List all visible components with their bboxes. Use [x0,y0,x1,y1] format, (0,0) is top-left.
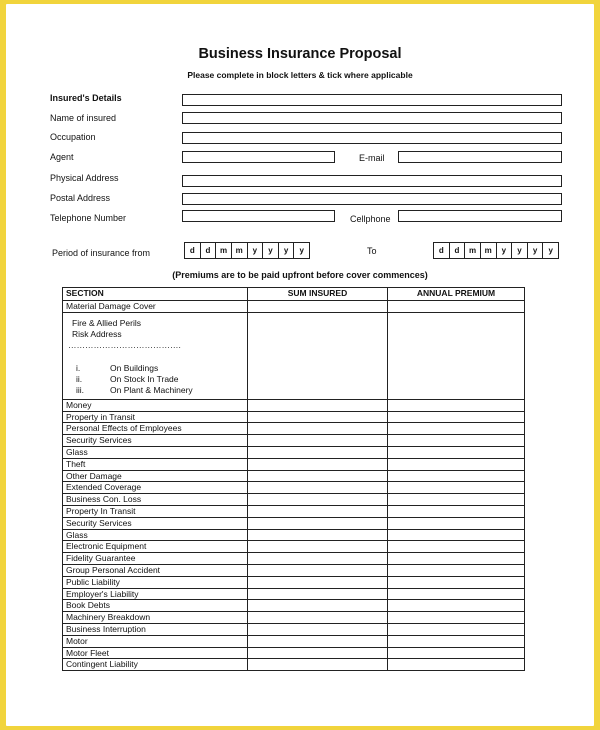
date-from-digit[interactable]: y [279,243,295,258]
section-cell: Employer's Liability [63,588,248,600]
table-row [63,411,525,423]
annual-premium-cell[interactable] [388,482,525,494]
sum-insured-cell[interactable] [248,517,388,529]
section-cell: Group Personal Accident [63,564,248,576]
annual-premium-cell[interactable] [388,541,525,553]
annual-premium-cell[interactable] [388,517,525,529]
occupation-field[interactable] [182,132,562,144]
sum-insured-header: SUM INSURED [248,288,388,301]
annual-premium-cell[interactable] [388,494,525,506]
telephone-field[interactable] [182,210,335,222]
sub-item [66,374,244,385]
table-row [63,399,525,411]
email-label: E-mail [359,153,385,163]
table-row [63,517,525,529]
sub-item [66,385,244,396]
annual-premium-cell[interactable] [388,623,525,635]
date-to-digit[interactable]: y [512,243,528,258]
agent-label: Agent [50,152,74,162]
sections-table [62,287,525,671]
section-cell: Extended Coverage [63,482,248,494]
date-to-digit[interactable]: y [548,246,553,255]
section-cell: Security Services [63,517,248,529]
premium-note: (Premiums are to be paid upfront before cover commences) [172,270,428,280]
sub-item-label: On Stock In Trade [110,373,179,384]
table-row [63,564,525,576]
annual-premium-cell[interactable] [388,529,525,541]
section-cell: Electronic Equipment [63,541,248,553]
date-to-boxes[interactable] [433,242,559,259]
sum-insured-cell[interactable] [248,635,388,647]
section-cell: Material Damage Cover [63,301,248,313]
sum-insured-cell[interactable] [248,482,388,494]
annual-premium-cell[interactable] [388,553,525,565]
date-from-digit[interactable]: m [232,243,248,258]
table-row [63,470,525,482]
date-from-digit[interactable]: d [185,243,201,258]
section-cell: Other Damage [63,470,248,482]
table-row [63,423,525,435]
telephone-label: Telephone Number [50,213,127,223]
section-cell: Glass [63,529,248,541]
sum-insured-cell[interactable] [248,505,388,517]
sum-insured-cell[interactable] [248,541,388,553]
date-from-digit[interactable]: y [299,246,304,255]
section-cell: Motor Fleet [63,647,248,659]
section-cell: Fidelity Guarantee [63,553,248,565]
date-from-boxes[interactable] [184,242,310,259]
annual-premium-cell[interactable] [388,411,525,423]
annual-premium-cell[interactable] [388,647,525,659]
postal-address-label: Postal Address [50,193,111,203]
name-field[interactable] [182,112,562,124]
section-cell: Motor [63,635,248,647]
annual-premium-cell[interactable] [388,470,525,482]
sub-item [66,363,244,374]
section-cell: Money [63,399,248,411]
date-from-digit[interactable]: d [201,243,217,258]
cellphone-label: Cellphone [350,214,391,224]
annual-premium-cell[interactable] [388,576,525,588]
table-row [63,576,525,588]
section-cell: Business Interruption [63,623,248,635]
table-row [63,612,525,624]
name-label: Name of insured [50,113,117,123]
annual-premium-cell[interactable] [388,600,525,612]
table-row [63,659,525,671]
sum-insured-cell[interactable] [248,623,388,635]
section-cell: Machinery Breakdown [63,612,248,624]
section-cell: Glass [63,446,248,458]
annual-premium-cell[interactable] [388,435,525,447]
annual-premium-cell[interactable] [388,635,525,647]
sum-insured-cell[interactable] [248,301,388,313]
annual-premium-cell[interactable] [388,458,525,470]
sum-insured-cell[interactable] [248,600,388,612]
table-row [63,494,525,506]
sub-item-label: On Plant & Machinery [110,384,193,395]
section-cell: Property in Transit [63,411,248,423]
date-to-digit[interactable]: d [434,243,450,258]
to-label: To [367,246,377,256]
sum-insured-cell[interactable] [248,435,388,447]
sum-insured-cell[interactable] [248,576,388,588]
cellphone-field[interactable] [398,210,562,222]
table-row [63,600,525,612]
sub-item-label: On Buildings [110,362,159,373]
table-row [63,647,525,659]
physical-address-field[interactable] [182,175,562,187]
annual-premium-cell[interactable] [388,301,525,313]
table-row [63,588,525,600]
sum-insured-cell[interactable] [248,470,388,482]
risk-address-label: Risk Address [72,328,122,339]
section-cell: Security Services [63,435,248,447]
annual-premium-cell[interactable] [388,312,525,399]
sum-insured-cell[interactable] [248,588,388,600]
insured-details-field[interactable] [182,94,562,106]
form-subtitle: Please complete in block letters & tick where applicable [187,70,413,80]
annual-premium-cell[interactable] [388,659,525,671]
postal-address-field[interactable] [182,193,562,205]
table-row [63,635,525,647]
table-row [63,435,525,447]
fire-perils-cell [63,312,248,399]
section-cell: Book Debts [63,600,248,612]
date-from-digit[interactable]: m [216,243,232,258]
sum-insured-cell[interactable] [248,494,388,506]
section-cell: Business Con. Loss [63,494,248,506]
section-cell: Property In Transit [63,505,248,517]
email-field[interactable] [398,151,562,163]
sum-insured-cell[interactable] [248,411,388,423]
sum-insured-cell[interactable] [248,553,388,565]
table-header-row [63,288,525,301]
sum-insured-cell[interactable] [248,458,388,470]
date-to-digit[interactable]: m [481,243,497,258]
table-row [63,541,525,553]
table-row [63,623,525,635]
sum-insured-cell[interactable] [248,529,388,541]
annual-premium-cell[interactable] [388,505,525,517]
section-cell: Public Liability [63,576,248,588]
date-from-digit[interactable]: y [248,243,264,258]
risk-address-dots: …………………………………. [68,339,181,350]
section-cell: Personal Effects of Employees [63,423,248,435]
date-to-digit[interactable]: y [528,243,544,258]
table-row [63,505,525,517]
section-header: SECTION [63,288,248,301]
date-to-digit[interactable]: m [465,243,481,258]
sub-item-number: i. [76,362,81,373]
form-title: Business Insurance Proposal [198,46,402,62]
annual-premium-cell[interactable] [388,588,525,600]
occupation-label: Occupation [50,132,96,142]
agent-field[interactable] [182,151,335,163]
period-from-label: Period of insurance from [52,248,151,258]
insured-details-heading: Insured's Details [50,93,122,103]
physical-address-label: Physical Address [50,173,119,183]
sum-insured-cell[interactable] [248,659,388,671]
annual-premium-cell[interactable] [388,399,525,411]
table-row [63,312,525,399]
sum-insured-cell[interactable] [248,564,388,576]
sub-item-number: iii. [76,384,85,395]
sum-insured-cell[interactable] [248,446,388,458]
table-row [63,458,525,470]
annual-premium-cell[interactable] [388,423,525,435]
table-row [63,553,525,565]
sum-insured-cell[interactable] [248,423,388,435]
sum-insured-cell[interactable] [248,399,388,411]
date-to-digit[interactable]: d [450,243,466,258]
table-row [63,529,525,541]
annual-premium-cell[interactable] [388,612,525,624]
sum-insured-cell[interactable] [248,312,388,399]
annual-premium-cell[interactable] [388,564,525,576]
table-row [63,446,525,458]
sum-insured-cell[interactable] [248,612,388,624]
fire-perils-label: Fire & Allied Perils [72,317,141,328]
sum-insured-cell[interactable] [248,647,388,659]
annual-premium-header: ANNUAL PREMIUM [388,288,525,301]
table-row [63,482,525,494]
section-cell: Contingent Liability [63,659,248,671]
table-row [63,301,525,313]
date-to-digit[interactable]: y [497,243,513,258]
section-cell: Theft [63,458,248,470]
date-from-digit[interactable]: y [263,243,279,258]
annual-premium-cell[interactable] [388,446,525,458]
sub-item-number: ii. [76,373,83,384]
